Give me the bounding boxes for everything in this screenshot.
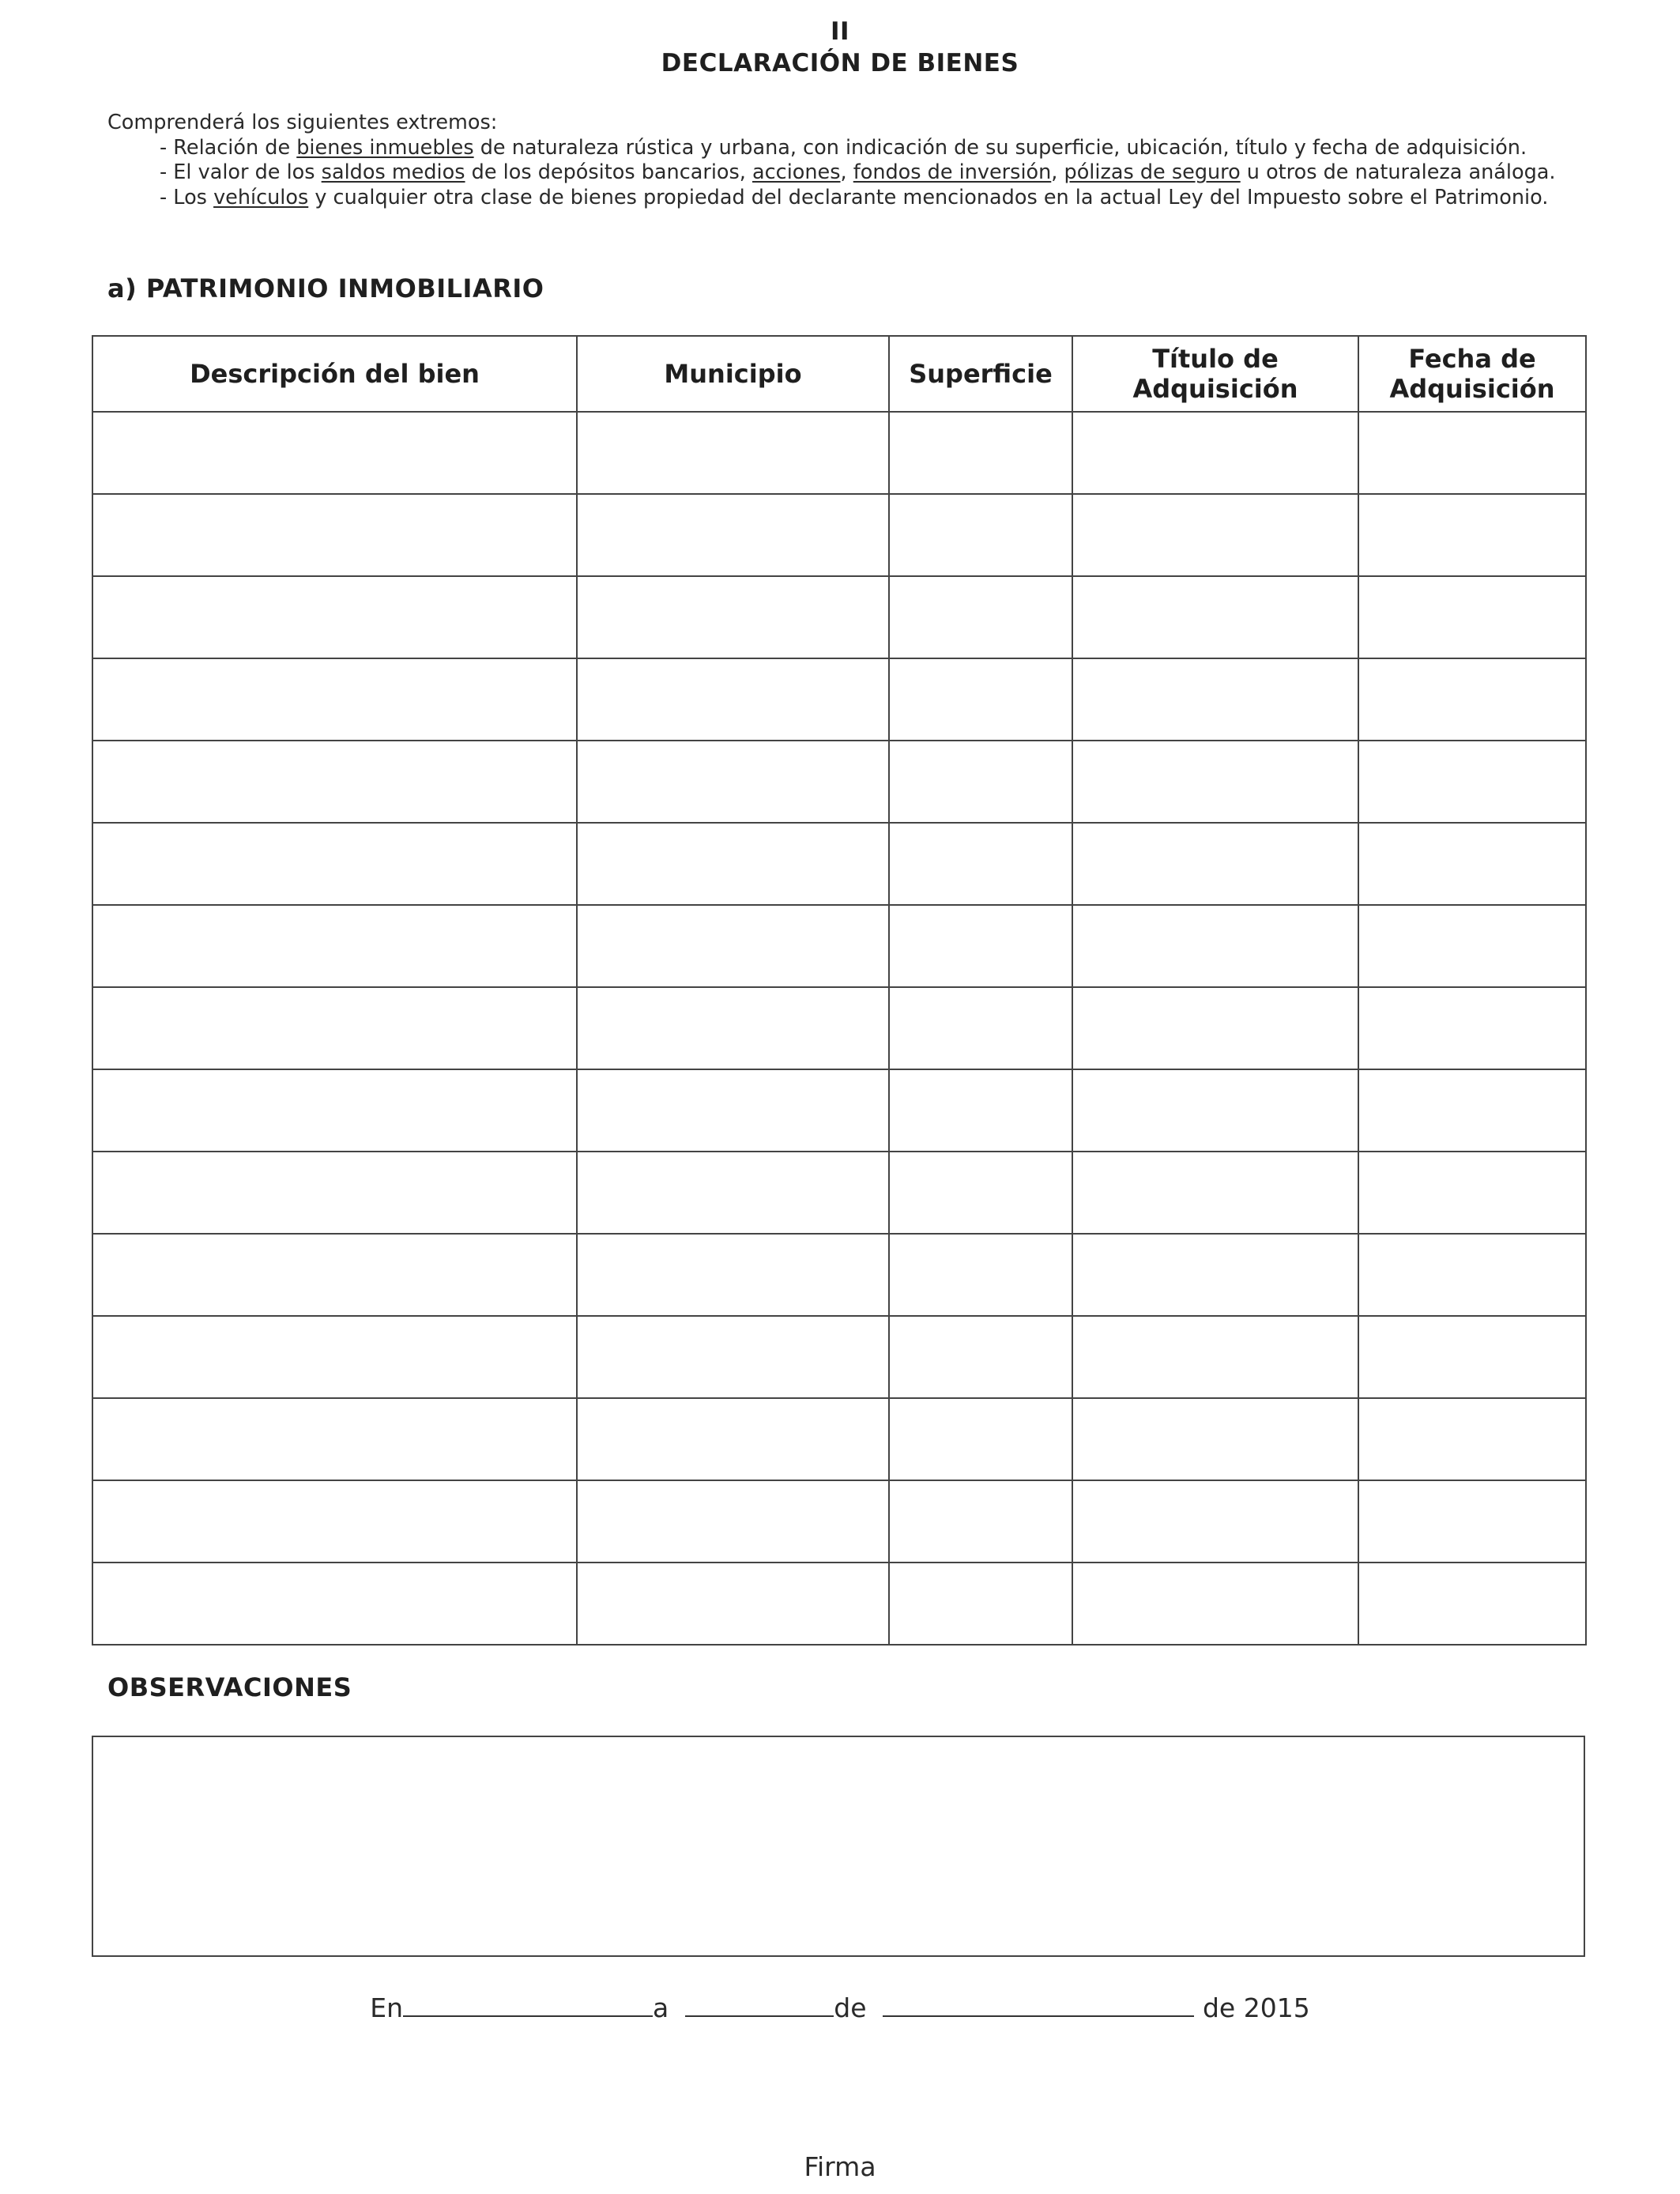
cell-titulo[interactable] [1072,905,1358,987]
cell-titulo[interactable] [1072,741,1358,823]
cell-superficie[interactable] [889,1316,1072,1398]
intro-block [107,111,1556,210]
cell-descripcion[interactable] [92,494,577,576]
intro-underlined-term: fondos de inversión [853,160,1052,184]
de-label: de [834,1992,867,2023]
cell-municipio[interactable] [577,1398,889,1480]
cell-titulo[interactable] [1072,1069,1358,1152]
cell-superficie[interactable] [889,823,1072,905]
intro-text: de naturaleza rústica y urbana, con indicación de su superficie, ubicación, título y fecha de adquisición. [473,135,1527,160]
en-label: En [370,1992,404,2023]
table-row [92,1563,1586,1645]
col-fecha [1358,336,1586,412]
intro-underlined-term: saldos medios [321,160,465,184]
cell-descripcion[interactable] [92,658,577,741]
table-row [92,576,1586,658]
cell-municipio[interactable] [577,987,889,1069]
cell-municipio[interactable] [577,1069,889,1152]
table-row [92,823,1586,905]
cell-municipio[interactable] [577,741,889,823]
cell-fecha[interactable] [1358,1563,1586,1645]
intro-underlined-term: acciones [752,160,841,184]
cell-titulo[interactable] [1072,412,1358,494]
observaciones-field[interactable] [92,1736,1585,1957]
intro-text: - Los [160,185,214,209]
table-row [92,987,1586,1069]
intro-text: u otros de naturaleza análoga. [1240,160,1556,184]
section-a-title: a) PATRIMONIO INMOBILIARIO [107,273,544,303]
patrimonio-table [92,335,1587,1646]
intro-underlined-term: pólizas de seguro [1064,160,1241,184]
cell-superficie[interactable] [889,905,1072,987]
cell-municipio[interactable] [577,905,889,987]
cell-superficie[interactable] [889,494,1072,576]
place-date-line [0,1992,1680,2023]
year-label: de 2015 [1202,1992,1310,2023]
col-descripcion: Descripción del bien [92,336,577,412]
cell-titulo[interactable] [1072,1152,1358,1234]
intro-underlined-term: bienes inmuebles [296,135,474,160]
cell-descripcion[interactable] [92,823,577,905]
cell-titulo[interactable] [1072,1563,1358,1645]
table-row [92,1316,1586,1398]
cell-fecha[interactable] [1358,1398,1586,1480]
cell-fecha[interactable] [1358,576,1586,658]
table-row [92,1069,1586,1152]
table-row [92,494,1586,576]
cell-fecha[interactable] [1358,1152,1586,1234]
cell-titulo[interactable] [1072,658,1358,741]
intro-item-saldos [107,160,1556,186]
intro-text: y cualquier otra clase de bienes propiedad del declarante mencionados en la actual Ley del Impuesto sobre el Patrimonio. [308,185,1549,209]
cell-descripcion[interactable] [92,1398,577,1480]
cell-superficie[interactable] [889,576,1072,658]
intro-text: - El valor de los [160,160,322,184]
observaciones-title: OBSERVACIONES [107,1672,352,1702]
cell-fecha[interactable] [1358,412,1586,494]
section-number: II [830,17,850,46]
cell-superficie[interactable] [889,1234,1072,1316]
cell-superficie[interactable] [889,1398,1072,1480]
intro-text: de los depósitos bancarios, [465,160,753,184]
cell-fecha[interactable] [1358,1480,1586,1563]
table-row [92,1152,1586,1234]
cell-titulo[interactable] [1072,1398,1358,1480]
table-row [92,741,1586,823]
intro-text: , [840,160,853,184]
intro-underlined-term: vehículos [213,185,309,209]
col-fecha-line1: Fecha de [1408,344,1536,374]
table-row [92,905,1586,987]
cell-fecha[interactable] [1358,1234,1586,1316]
month-blank[interactable] [883,1992,1194,2017]
cell-municipio[interactable] [577,823,889,905]
page-title: DECLARACIÓN DE BIENES [661,49,1019,77]
cell-fecha[interactable] [1358,823,1586,905]
intro-item-inmuebles [107,136,1556,161]
cell-titulo[interactable] [1072,494,1358,576]
cell-descripcion[interactable] [92,987,577,1069]
intro-lead: Comprenderá los siguientes extremos: [107,111,498,134]
cell-fecha[interactable] [1358,987,1586,1069]
cell-descripcion[interactable] [92,576,577,658]
col-titulo-line1: Título de [1152,344,1279,374]
cell-descripcion[interactable] [92,905,577,987]
cell-titulo[interactable] [1072,987,1358,1069]
cell-titulo[interactable] [1072,576,1358,658]
cell-descripcion[interactable] [92,741,577,823]
cell-descripcion[interactable] [92,1480,577,1563]
cell-descripcion[interactable] [92,1316,577,1398]
cell-fecha[interactable] [1358,1069,1586,1152]
a-label: a [653,1992,669,2023]
cell-descripcion[interactable] [92,412,577,494]
cell-municipio[interactable] [577,1563,889,1645]
cell-superficie[interactable] [889,1563,1072,1645]
cell-descripcion[interactable] [92,1069,577,1152]
cell-fecha[interactable] [1358,1316,1586,1398]
intro-text: , [1051,160,1064,184]
cell-superficie[interactable] [889,741,1072,823]
cell-superficie[interactable] [889,1152,1072,1234]
cell-municipio[interactable] [577,1316,889,1398]
cell-titulo[interactable] [1072,1480,1358,1563]
cell-descripcion[interactable] [92,1563,577,1645]
cell-municipio[interactable] [577,1480,889,1563]
cell-superficie[interactable] [889,1069,1072,1152]
cell-municipio[interactable] [577,494,889,576]
col-fecha-line2: Adquisición [1389,374,1555,404]
cell-municipio[interactable] [577,576,889,658]
cell-titulo[interactable] [1072,823,1358,905]
cell-descripcion[interactable] [92,1234,577,1316]
table-row [92,658,1586,741]
cell-fecha[interactable] [1358,658,1586,741]
cell-titulo[interactable] [1072,1316,1358,1398]
place-blank[interactable] [403,1992,653,2017]
table-row [92,412,1586,494]
col-municipio: Municipio [577,336,889,412]
table-row [92,1234,1586,1316]
table-header-row [92,336,1586,412]
cell-superficie[interactable] [889,412,1072,494]
cell-municipio[interactable] [577,1152,889,1234]
cell-superficie[interactable] [889,1480,1072,1563]
intro-text: - Relación de [160,135,297,160]
table-row [92,1398,1586,1480]
day-blank[interactable] [685,1992,834,2017]
cell-municipio[interactable] [577,1234,889,1316]
cell-municipio[interactable] [577,412,889,494]
cell-fecha[interactable] [1358,741,1586,823]
cell-titulo[interactable] [1072,1234,1358,1316]
cell-superficie[interactable] [889,658,1072,741]
cell-descripcion[interactable] [92,1152,577,1234]
cell-superficie[interactable] [889,987,1072,1069]
table-row [92,1480,1586,1563]
cell-fecha[interactable] [1358,905,1586,987]
firma-label: Firma [804,2151,876,2182]
col-titulo [1072,336,1358,412]
cell-fecha[interactable] [1358,494,1586,576]
col-superficie: Superficie [889,336,1072,412]
cell-municipio[interactable] [577,658,889,741]
intro-item-vehiculos [107,186,1556,211]
table-body [92,412,1586,1645]
col-titulo-line2: Adquisición [1132,374,1298,404]
